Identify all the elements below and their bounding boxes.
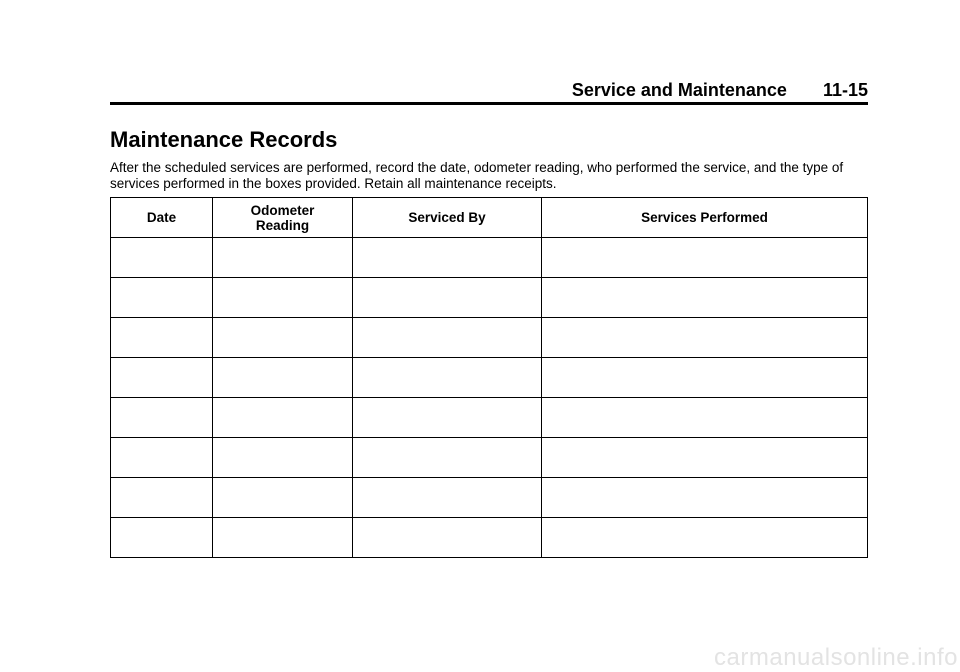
serviced-by-cell [353,238,542,278]
services-performed-cell [542,478,868,518]
date-cell [111,518,213,558]
odometer-cell [213,438,353,478]
date-cell [111,238,213,278]
column-header-date: Date [111,198,213,238]
table-header-row [111,198,868,238]
header-rule [110,102,868,105]
odometer-cell [213,238,353,278]
odometer-cell [213,358,353,398]
odometer-cell [213,318,353,358]
section-title: Service and Maintenance [571,80,787,100]
odometer-cell [213,518,353,558]
table-row [111,478,868,518]
page-header [110,80,868,101]
table-row [111,358,868,398]
date-cell [111,278,213,318]
date-cell [111,478,213,518]
serviced-by-cell [353,358,542,398]
column-header-odometer [213,198,353,238]
odometer-cell [213,478,353,518]
intro-paragraph: After the scheduled services are performed, record the date, odometer reading, who performed the service, and the type of services performed in the boxes provided. Retain all maintenance receipts. [110,160,844,191]
table-row [111,518,868,558]
table-body [111,238,868,558]
services-performed-cell [542,518,868,558]
serviced-by-cell [353,278,542,318]
serviced-by-cell [353,318,542,358]
date-cell [111,398,213,438]
serviced-by-cell [353,518,542,558]
table-row [111,318,868,358]
serviced-by-cell [353,398,542,438]
services-performed-cell [542,278,868,318]
column-header-serviced-by: Serviced By [353,198,542,238]
services-performed-cell [542,398,868,438]
column-header-odometer-line2: Reading [255,217,310,233]
table-row [111,398,868,438]
table-row [111,438,868,478]
table-row [111,238,868,278]
watermark: carmanualsonline.info [714,644,958,671]
date-cell [111,358,213,398]
table-row [111,278,868,318]
odometer-cell [213,278,353,318]
column-header-services-performed: Services Performed [542,198,868,238]
maintenance-records-table [110,197,868,558]
services-performed-cell [542,358,868,398]
serviced-by-cell [353,478,542,518]
services-performed-cell [542,318,868,358]
date-cell [111,318,213,358]
date-cell [111,438,213,478]
serviced-by-cell [353,438,542,478]
page-number: 11-15 [822,80,868,100]
column-header-odometer-line1: Odometer [250,202,315,218]
odometer-cell [213,398,353,438]
page-title: Maintenance Records [110,127,338,152]
services-performed-cell [542,238,868,278]
services-performed-cell [542,438,868,478]
